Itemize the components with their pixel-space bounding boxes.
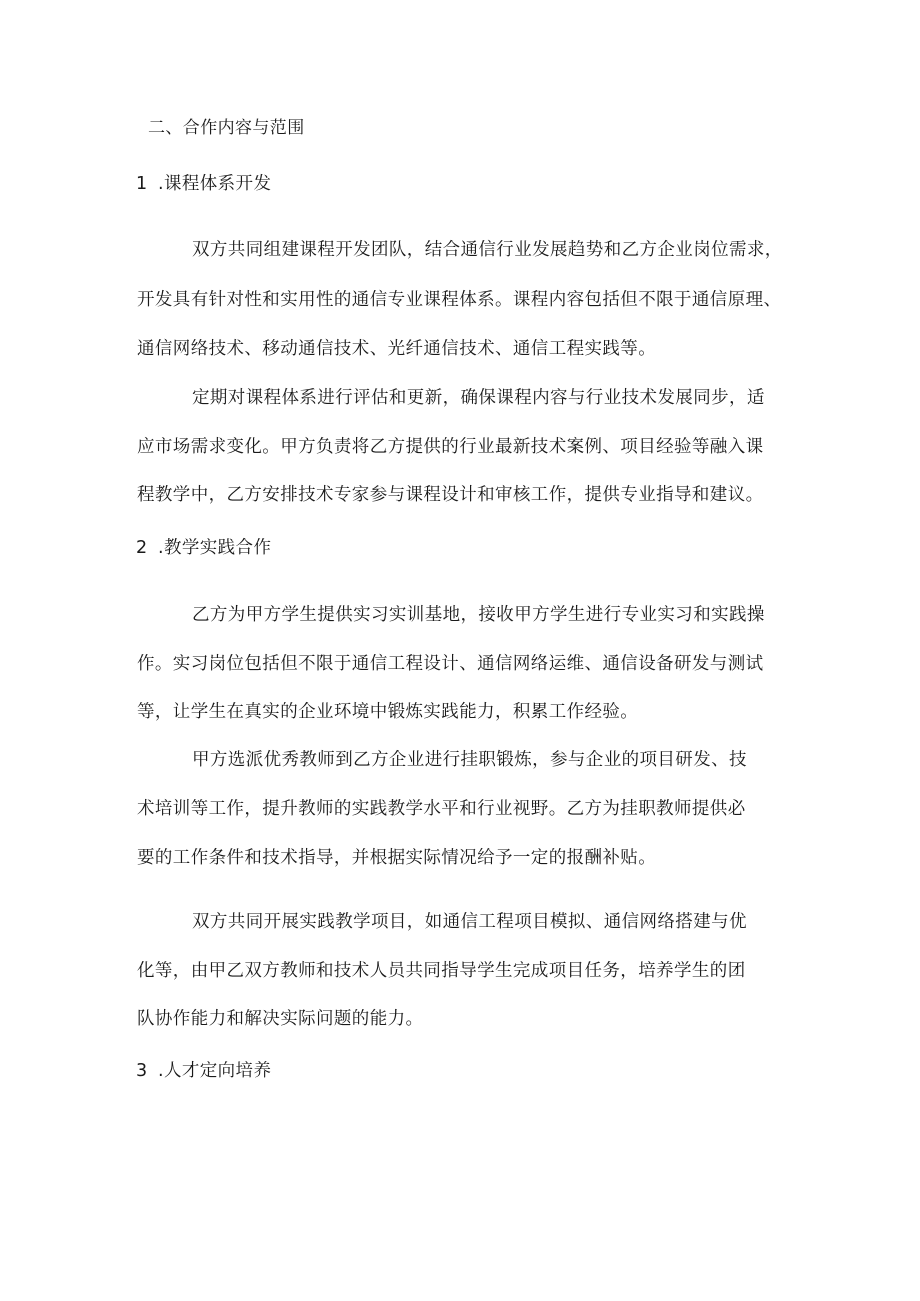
paragraph-line: 通信网络技术、移动通信技术、光纤通信技术、通信工程实践等。 [137, 339, 657, 359]
heading-3 [136, 1059, 271, 1083]
paragraph-line: 开发具有针对性和实用性的通信专业课程体系。课程内容包括但不限于通信原理、 [137, 290, 782, 310]
paragraph-line: 等，让学生在真实的企业环境中锻炼实践能力，积累工作经验。 [137, 702, 639, 722]
section-title: 二、合作内容与范围 [148, 118, 305, 138]
heading-title: .教学实践合作 [158, 538, 272, 558]
paragraph-line: 双方共同开展实践教学项目，如通信工程项目模拟、通信网络搭建与优 [192, 912, 747, 932]
paragraph-line: 乙方为甲方学生提供实习实训基地，接收甲方学生进行专业实习和实践操 [192, 605, 765, 625]
paragraph-line: 作。实习岗位包括但不限于通信工程设计、通信网络运维、通信设备研发与测试 [137, 654, 764, 674]
heading-title: .人才定向培养 [158, 1061, 272, 1081]
heading-number: 3 [136, 1061, 148, 1081]
heading-2 [136, 536, 271, 560]
paragraph-line: 定期对课程体系进行评估和更新，确保课程内容与行业技术发展同步，适 [192, 388, 765, 408]
heading-number: 1 [136, 174, 148, 194]
paragraph-line: 化等，由甲乙双方教师和技术人员共同指导学生完成项目任务，培养学生的团 [137, 961, 746, 981]
paragraph-line: 术培训等工作，提升教师的实践教学水平和行业视野。乙方为挂职教师提供必 [137, 799, 746, 819]
paragraph-line: 应市场需求变化。甲方负责将乙方提供的行业最新技术案例、项目经验等融入课 [137, 437, 764, 457]
heading-number: 2 [136, 538, 148, 558]
heading-title: .课程体系开发 [158, 174, 272, 194]
paragraph-line: 队协作能力和解决实际问题的能力。 [137, 1009, 424, 1029]
paragraph-line: 程教学中，乙方安排技术专家参与课程设计和审核工作，提供专业指导和建议。 [137, 485, 764, 505]
heading-1 [136, 172, 271, 196]
paragraph-line: 要的工作条件和技术指导，并根据实际情况给予一定的报酬补贴。 [137, 848, 657, 868]
paragraph-line: 甲方选派优秀教师到乙方企业进行挂职锻炼，参与企业的项目研发、技 [192, 750, 747, 770]
paragraph-line: 双方共同组建课程开发团队，结合通信行业发展趋势和乙方企业岗位需求， [192, 240, 783, 260]
